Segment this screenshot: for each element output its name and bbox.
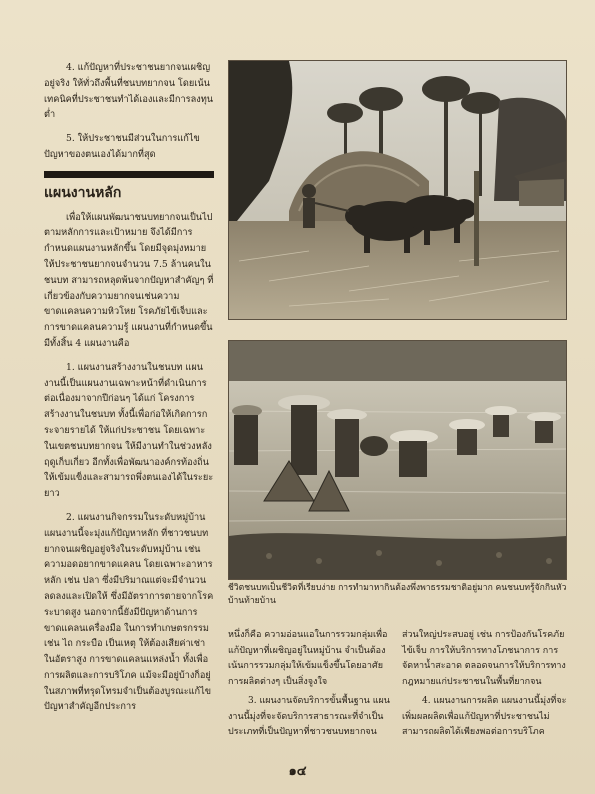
buffalo-photo-illustration (229, 61, 566, 319)
section-divider (44, 171, 214, 178)
paragraph-right-1: ส่วนใหญ่ประสบอยู่ เช่น การป้องกันโรคภัยไข้เจ็บ การให้บริการทางโภชนาการ การจัดหาน้ำสะอาด ตลอดจนการให้บริการทางกฎหมายแก่ประชาชนในพื้นที่ยากจน (402, 630, 566, 687)
paragraph-mid-2: 3. แผนงานจัดบริการขั้นพื้นฐาน แผนงานนี้มุ่งที่จะจัดบริการสาธารณะที่จำเป็นประเภทที่เป็นปัญหาที่ชาวชนบทยากจน (228, 696, 390, 737)
photo-caption: ชีวิตชนบทเป็นชีวิตที่เรียบง่าย การทำมาหากินต้องพึ่งพาธรรมชาติอยู่มาก คนชนบทรู้จักกินหัวบ้านท้ายบ้าน (228, 583, 567, 606)
photo-buffalo-threshing (228, 60, 567, 320)
paragraph-intro: เพื่อให้แผนพัฒนาชนบทยากจนเป็นไปตามหลักการและเป้าหมาย จึงได้มีการกำหนดแผนงานหลักขึ้น โดยมีจุดมุ่งหมายให้ประชาชนยากจนจำนวน 7.5 ล้านคนในชนบท สามารถหลุดพ้นจากปัญหาสำคัญๆ ที่เกี่ยวข้องกับความยากจนเช่นความขาดแคลนความหิวโหย โรคภัยไข้เจ็บและการขาดแคลนความรู้ แผนงานที่กำหนดขึ้นมีทั้งสิ้น 4 แผนงานคือ (44, 211, 214, 349)
paragraph-item-5: 5. ให้ประชาชนมีส่วนในการแก้ไขปัญหาของตนเองได้มากที่สุด (44, 133, 200, 160)
left-text-column (44, 60, 214, 723)
paragraph-plan-2: 2. แผนงานกิจกรรมในระดับหมู่บ้าน แผนงานนี้จะมุ่งแก้ปัญหาหลัก ที่ชาวชนบทยากจนเผชิญอยู่จริงในระดับหมู่บ้าน เช่น ความอดอยากขาดแคลน โดยเฉพาะอาหารหลัก เช่น ปลา ซึ่งมีปริมาณแต่จะมีจำนวนลดลงและเปิดให้ ซึ่งมีอัตราการตายจากโรคระบาดสูง นอกจากนี้ยังมีปัญหาด้านการขาดแคลนเครื่องมือ ในการทำเกษตรกรรม เช่น ไถ กระบือ เป็นเหตุ ให้ต้องเสียค่าเช่าในอัตราสูง การขาดแคลนแหล่งน้ำ ทั้งเพื่อการผลิตและการบริโภค แม้จะมีอยู่บ้างก็อยู่ในสภาพที่ทรุดโทรมจำเป็นต้องบูรณะแก้ไข ปัญหาสำคัญอีกประการ (44, 511, 214, 713)
paragraph-mid-1: หนึ่งก็คือ ความอ่อนแอในการรวมกลุ่มเพื่อแก้ปัญหาที่เผชิญอยู่ในหมู่บ้าน จำเป็นต้องเน้นการรวมกลุ่มให้เข้มแข็งขึ้นโดยอาศัยการผลิตต่างๆ เป็นสิ่งจูงใจ (228, 630, 388, 687)
page-number: ๑๔ (288, 764, 307, 779)
fishing-photo-illustration (229, 341, 566, 579)
right-text-column (402, 628, 567, 745)
middle-text-column (228, 628, 390, 745)
photo-fishing-group (228, 340, 567, 580)
paragraph-right-2: 4. แผนงานการผลิต แผนงานนี้มุ่งที่จะเพิ่มผลผลิตเพื่อแก้ปัญหาที่ประชาชนไม่สามารถผลิตได้เพียงพอต่อการบริโภค (402, 696, 567, 737)
section-heading: แผนงานหลัก (44, 184, 122, 201)
paragraph-item-4: 4. แก้ปัญหาที่ประชาชนยากจนเผชิญอยู่จริง ให้ทั่วถึงพื้นที่ชนบทยากจน โดยเน้นเทคนิคที่ประชาชนทำได้เองและมีการลงทุนต่ำ (44, 62, 214, 121)
paragraph-plan-1: 1. แผนงานสร้างงานในชนบท แผนงานนี้เป็นแผนงานเฉพาะหน้าที่ดำเนินการต่อเนื่องมาจากปีก่อนๆ ได้แก่ โครงการสร้างงานในชนบท ทั้งนี้เพื่อก่อให้เกิดการกระจายรายได้ ให้แก่ประชาชน โดยเฉพาะในเขตชนบทยากจน ให้มีงานทำในช่วงหลังฤดูเก็บเกี่ยว อีกทั้งเพื่อพัฒนาองค์กรท้องถิ่น ให้เข้มแข็งและสามารถพึ่งตนเองได้ในระยะยาว (44, 361, 214, 500)
